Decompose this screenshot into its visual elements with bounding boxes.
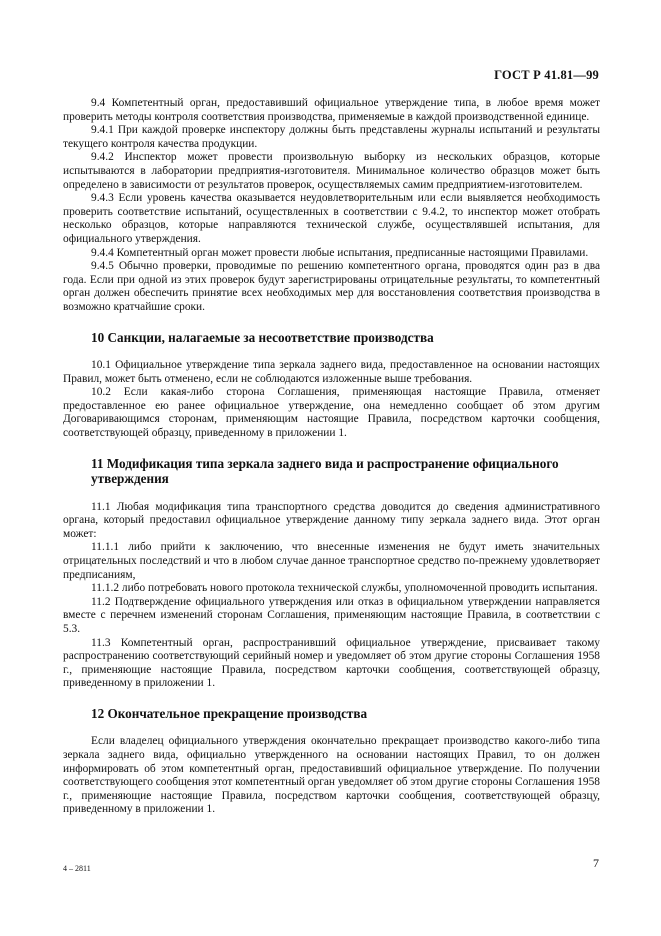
paragraph: 10.1 Официальное утверждение типа зеркала заднего вида, предоставленное на основании настоящих Правил, может быть отменено, если не соблюдаются изложенные выше требования. xyxy=(63,359,600,385)
paragraph: 11.1.2 либо потребовать нового протокола технической службы, уполномоченной проводить испытания. xyxy=(91,582,598,595)
paragraph: Если владелец официального утверждения окончательно прекращает производство какого-либо типа зеркала заднего вида, официально утвержденного на основании настоящих Правил, то он должен информировать об этом компетентный орган, предоставивший официальное утверждение. По получении соответствующего сообщения этот компетентный орган уведомляет об этом другие стороны Соглашения 1958 г., применяющие настоящие Правила, посредством карточки сообщения, соответствующей образцу, приведенному в приложении 1. xyxy=(63,735,600,816)
print-mark: 4 – 2811 xyxy=(63,864,91,873)
page-number: 7 xyxy=(593,856,599,870)
paragraph: 9.4.5 Обычно проверки, проводимые по решению компетентного органа, проводятся один раз в два года. Если при одной из этих проверок будут зарегистрированы отрицательные результаты, то компетентный орган должен обеспечить принятие всех необходимых мер для восстановления соответствия производства в возможно кратчайшие сроки. xyxy=(63,260,600,313)
document-id-header: ГОСТ Р 41.81—99 xyxy=(494,68,599,82)
paragraph: 9.4.3 Если уровень качества оказывается неудовлетворительным или если выявляется необходимость проверить соответствие испытаний, осуществленных в соответствии с 9.4.2, то инспектор может отобрать несколько образцов, которые направляются технической службе, осуществлявшей испытания, для официального утверждения. xyxy=(63,192,600,245)
paragraph: 9.4.1 При каждой проверке инспектору должны быть представлены журналы испытаний и результаты текущего контроля качества продукции. xyxy=(63,124,600,150)
paragraph: 10.2 Если какая-либо сторона Соглашения, применяющая настоящие Правила, отменяет предоставленное ею ранее официальное утверждение, она немедленно сообщает об этом другим Договаривающимся сторонам, применяющим настоящие Правила, посредством карточки сообщения, соответствующей образцу, приведенному в приложении 1. xyxy=(63,386,600,439)
paragraph: 9.4.2 Инспектор может провести произвольную выборку из нескольких образцов, которые испытываются в лаборатории предприятия-изготовителя. Минимальное количество образцов может быть определено в зависимости от результатов проверок, осуществляемых самим предприятием-изготовителем. xyxy=(63,151,600,191)
paragraph: 11.2 Подтверждение официального утверждения или отказ в официальном утверждении направляется вместе с перечнем изменений сторонам Соглашения, применяющим настоящие Правила, в соответствии с 5.3. xyxy=(63,595,600,635)
paragraph: 11.1 Любая модификация типа транспортного средства доводится до сведения административного органа, который предоставил официальное утверждение данному типу зеркала заднего вида. Этот орган может: xyxy=(63,500,600,540)
paragraph: 11.3 Компетентный орган, распространивший официальное утверждение, присваивает такому распространению соответствующий серийный номер и уведомляет об этом другие стороны Соглашения 1958 г., применяющие настоящие Правила, посредством карточки сообщения, соответствующей образцу, приведенному в приложении 1. xyxy=(63,636,600,690)
paragraph: 9.4.4 Компетентный орган может провести любые испытания, предписанные настоящими Правилами. xyxy=(91,246,589,259)
paragraph: 9.4 Компетентный орган, предоставивший официальное утверждение типа, в любое время может проверить методы контроля соответствия производства, применяемые в каждой производственной единице. xyxy=(63,97,600,123)
document-body xyxy=(63,97,600,817)
paragraph: 11.1.1 либо прийти к заключению, что внесенные изменения не будут иметь значительных отрицательных последствий и что в любом случае данное транспортное средство по-прежнему удовлетворяет предписаниям, xyxy=(63,541,600,581)
section-heading: 10 Санкции, налагаемые за несоответствие производства xyxy=(91,329,434,345)
section-heading: 11 Модификация типа зеркала заднего вида и распространение официального утверждения xyxy=(91,455,559,487)
section-heading: 12 Окончательное прекращение производства xyxy=(91,705,368,721)
